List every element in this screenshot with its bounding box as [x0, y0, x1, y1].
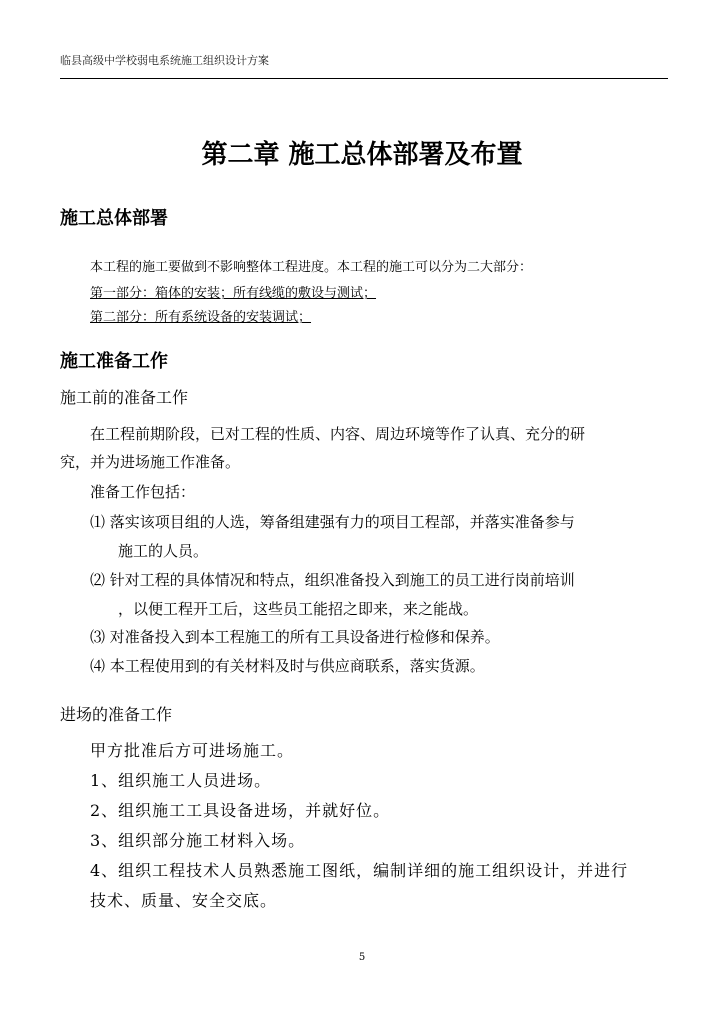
- pre-para-line-2: 究，并为进场施工作准备。: [60, 453, 241, 471]
- subheading-site-entry: 进场的准备工作: [60, 705, 173, 724]
- page-number: 5: [358, 952, 366, 963]
- running-header: 临县高级中学校弱电系统施工组织设计方案: [60, 54, 269, 67]
- section-heading-preparation: 施工准备工作: [60, 351, 168, 372]
- entry-item-4-cont: 技术、质量、安全交底。: [90, 891, 278, 910]
- list-item-4: [90, 655, 485, 676]
- entry-item-2: 2、组织施工工具设备进场，并就好位。: [90, 801, 391, 820]
- header-rule: [60, 78, 668, 79]
- deployment-line-1: 本工程的施工要做到不影响整体工程进度。本工程的施工可以分为二大部分：: [90, 260, 533, 275]
- list-item-2: [90, 569, 575, 590]
- list-item-2-cont: ，以便工程开工后，这些员工能招之即来，来之能战。: [118, 600, 479, 618]
- list-item-3: [90, 626, 500, 647]
- entry-item-1: 1、组织施工人员进场。: [90, 771, 272, 790]
- entry-intro: 甲方批准后方可进场施工。: [90, 741, 295, 760]
- entry-item-3: 3、组织部分施工材料入场。: [90, 831, 306, 850]
- list-text: 落实该项目组的人选，筹备组建强有力的项目工程部，并落实准备参与: [109, 513, 575, 531]
- deployment-line-3: 第二部分：所有系统设备的安装调试；: [90, 310, 312, 325]
- list-text: 针对工程的具体情况和特点，组织准备投入到施工的员工进行岗前培训: [109, 571, 575, 589]
- list-text: 本工程使用到的有关材料及时与供应商联系，落实货源。: [109, 657, 485, 675]
- pre-para-line-1: 在工程前期阶段，已对工程的性质、内容、周边环境等作了认真、充分的研: [90, 425, 586, 443]
- subheading-pre-construction: 施工前的准备工作: [60, 388, 189, 407]
- section-heading-deployment: 施工总体部署: [60, 208, 168, 229]
- entry-item-4: 4、组织工程技术人员熟悉施工图纸，编制详细的施工组织设计，并进行: [90, 861, 629, 880]
- list-text: 对准备投入到本工程施工的所有工具设备进行检修和保养。: [109, 628, 500, 646]
- list-item-1-cont: 施工的人员。: [118, 542, 209, 560]
- list-number: ⑵: [90, 571, 106, 589]
- pre-intro: 准备工作包括：: [90, 483, 196, 501]
- list-number: ⑶: [90, 628, 106, 646]
- chapter-title: 第二章 施工总体部署及布置: [201, 140, 523, 170]
- list-item-1: [90, 511, 575, 532]
- list-number: ⑴: [90, 513, 106, 531]
- deployment-line-2: 第一部分：箱体的安装；所有线缆的敷设与测试；: [90, 286, 377, 301]
- list-number: ⑷: [90, 657, 106, 675]
